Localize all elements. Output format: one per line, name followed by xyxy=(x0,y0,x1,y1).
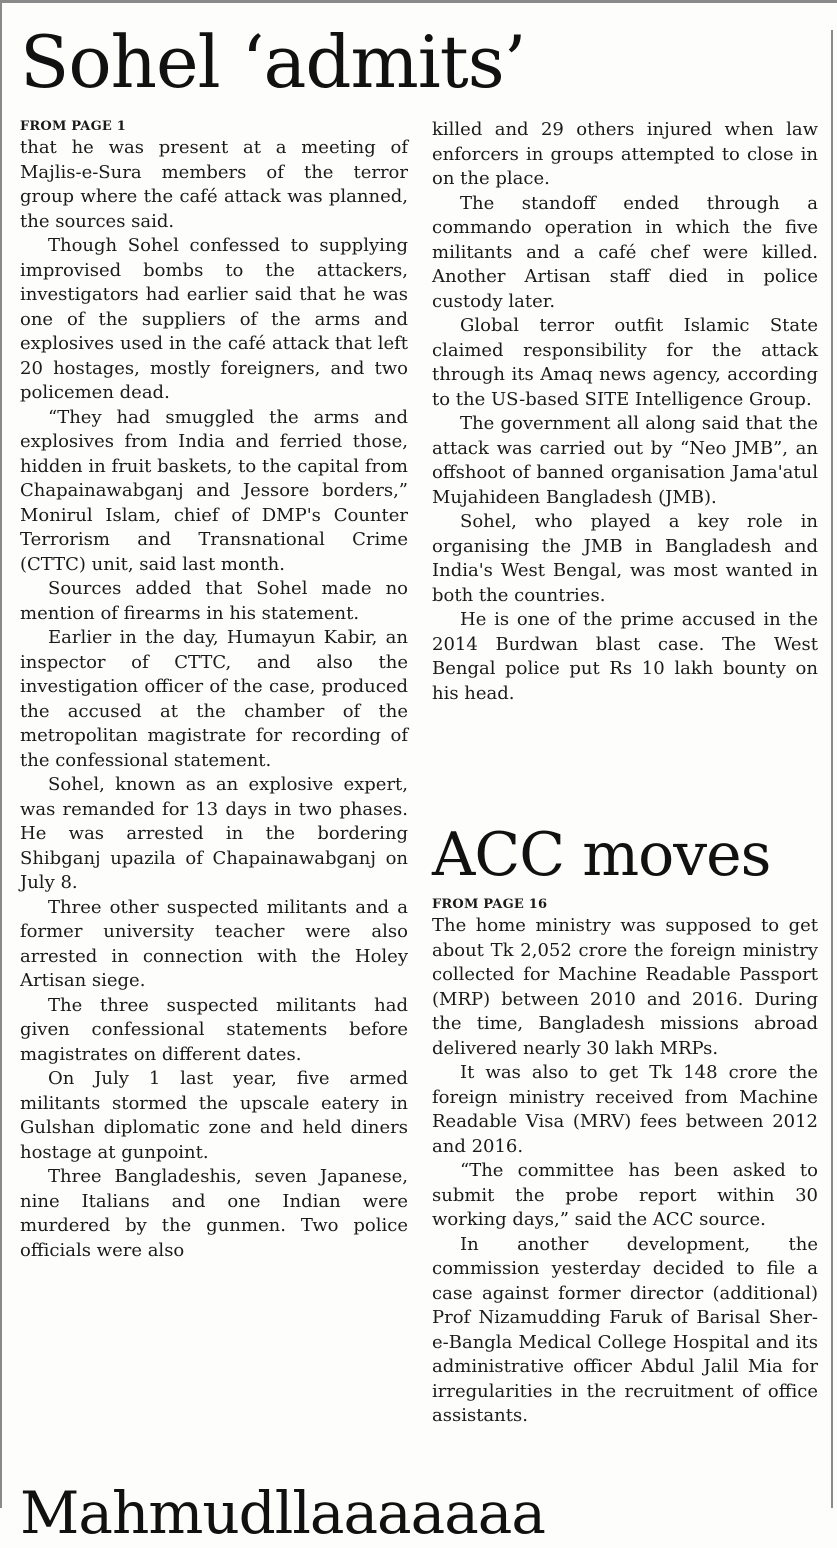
paragraph: Sources added that Sohel made no mention of firearms in his statement. xyxy=(20,578,408,624)
paragraph: On July 1 last year, five armed militants stormed the upscale eatery in Gulshan diplomatic zone and held diners hostage at gunpoint. xyxy=(20,1068,408,1163)
paragraph: Sohel, known as an explosive expert, was remanded for 13 days in two phases. He was arrested in the bordering Shibganj upazila of Chapainawabganj on July 8. xyxy=(20,774,408,893)
paragraph: Sohel, who played a key role in organising the JMB in Bangladesh and India's West Bengal, was most wanted in both the countries. xyxy=(432,511,818,606)
paragraph: Earlier in the day, Humayun Kabir, an inspector of CTTC, and also the investigation officer of the case, produced the accused at the chamber of the metropolitan magistrate for recording of the confessional statement. xyxy=(20,627,408,771)
column-rule-right xyxy=(831,30,833,1508)
paragraph: “The committee has been asked to submit the probe report within 30 working days,” said the ACC source. xyxy=(432,1160,818,1230)
story2-kicker: FROM PAGE 16 xyxy=(432,897,548,912)
headline-sohel-admits: Sohel ‘admits’ xyxy=(20,20,526,104)
paragraph: killed and 29 others injured when law enforcers in groups attempted to close in on the place. xyxy=(432,119,818,189)
story1-column-1 xyxy=(20,118,408,1263)
headline-next-story-cut-off: Mahmudllaaaaaaa xyxy=(20,1479,545,1547)
paragraph: Three other suspected militants and a former university teacher were also arrested in connection with the Holey Artisan siege. xyxy=(20,896,408,991)
page-border-left xyxy=(0,0,2,1508)
paragraph: The government all along said that the attack was carried out by “Neo JMB”, an offshoot of banned organisation Jama'atul Mujahideen Bangladesh (JMB). xyxy=(432,413,818,508)
paragraph: Three Bangladeshis, seven Japanese, nine Italians and one Indian were murdered by the gunmen. Two police officials were also xyxy=(20,1166,408,1261)
story1-kicker: FROM PAGE 1 xyxy=(20,119,126,134)
story2-column xyxy=(432,896,818,1429)
paragraph: The standoff ended through a commando operation in which the five militants and a café chef were killed. Another Artisan staff died in police custody later. xyxy=(432,192,818,312)
paragraph: “They had smuggled the arms and explosives from India and ferried those, hidden in fruit baskets, to the capital from Chapainawabganj and Jessore borders,” Monirul Islam, chief of DMP's Counter Terrorism and Transnational Crime (CTTC) unit, said last month. xyxy=(20,406,408,575)
headline-acc-moves: ACC moves xyxy=(432,820,771,890)
paragraph: that he was present at a meeting of Majlis-e-Sura members of the terror group where the café attack was planned, the sources said. xyxy=(20,137,408,232)
page-border-top xyxy=(0,0,837,3)
paragraph: The home ministry was supposed to get about Tk 2,052 crore the foreign ministry collected for Machine Readable Passport (MRP) between 2010 and 2016. During the time, Bangladesh missions abroad delivered nearly 30 lakh MRPs. xyxy=(432,915,818,1059)
paragraph: He is one of the prime accused in the 2014 Burdwan blast case. The West Bengal police put Rs 10 lakh bounty on his head. xyxy=(432,609,818,704)
paragraph: In another development, the commission yesterday decided to file a case against former director (additional) Prof Nizamudding Faruk of Barisal Sher-e-Bangla Medical College Hospital and its administrative officer Abdul Jalil Mia for irregularities in the recruitment of office assistants. xyxy=(432,1233,818,1426)
paragraph: It was also to get Tk 148 crore the foreign ministry received from Machine Readable Visa (MRV) fees between 2012 and 2016. xyxy=(432,1062,818,1157)
paragraph: Though Sohel confessed to supplying improvised bombs to the attackers, investigators had earlier said that he was one of the suppliers of the arms and explosives used in the café attack that left 20 hostages, mostly foreigners, and two policemen dead. xyxy=(20,235,408,403)
paragraph: The three suspected militants had given confessional statements before magistrates on different dates. xyxy=(20,994,408,1065)
story1-column-2 xyxy=(432,118,818,706)
paragraph: Global terror outfit Islamic State claimed responsibility for the attack through its Amaq news agency, according to the US-based SITE Intelligence Group. xyxy=(432,315,818,410)
